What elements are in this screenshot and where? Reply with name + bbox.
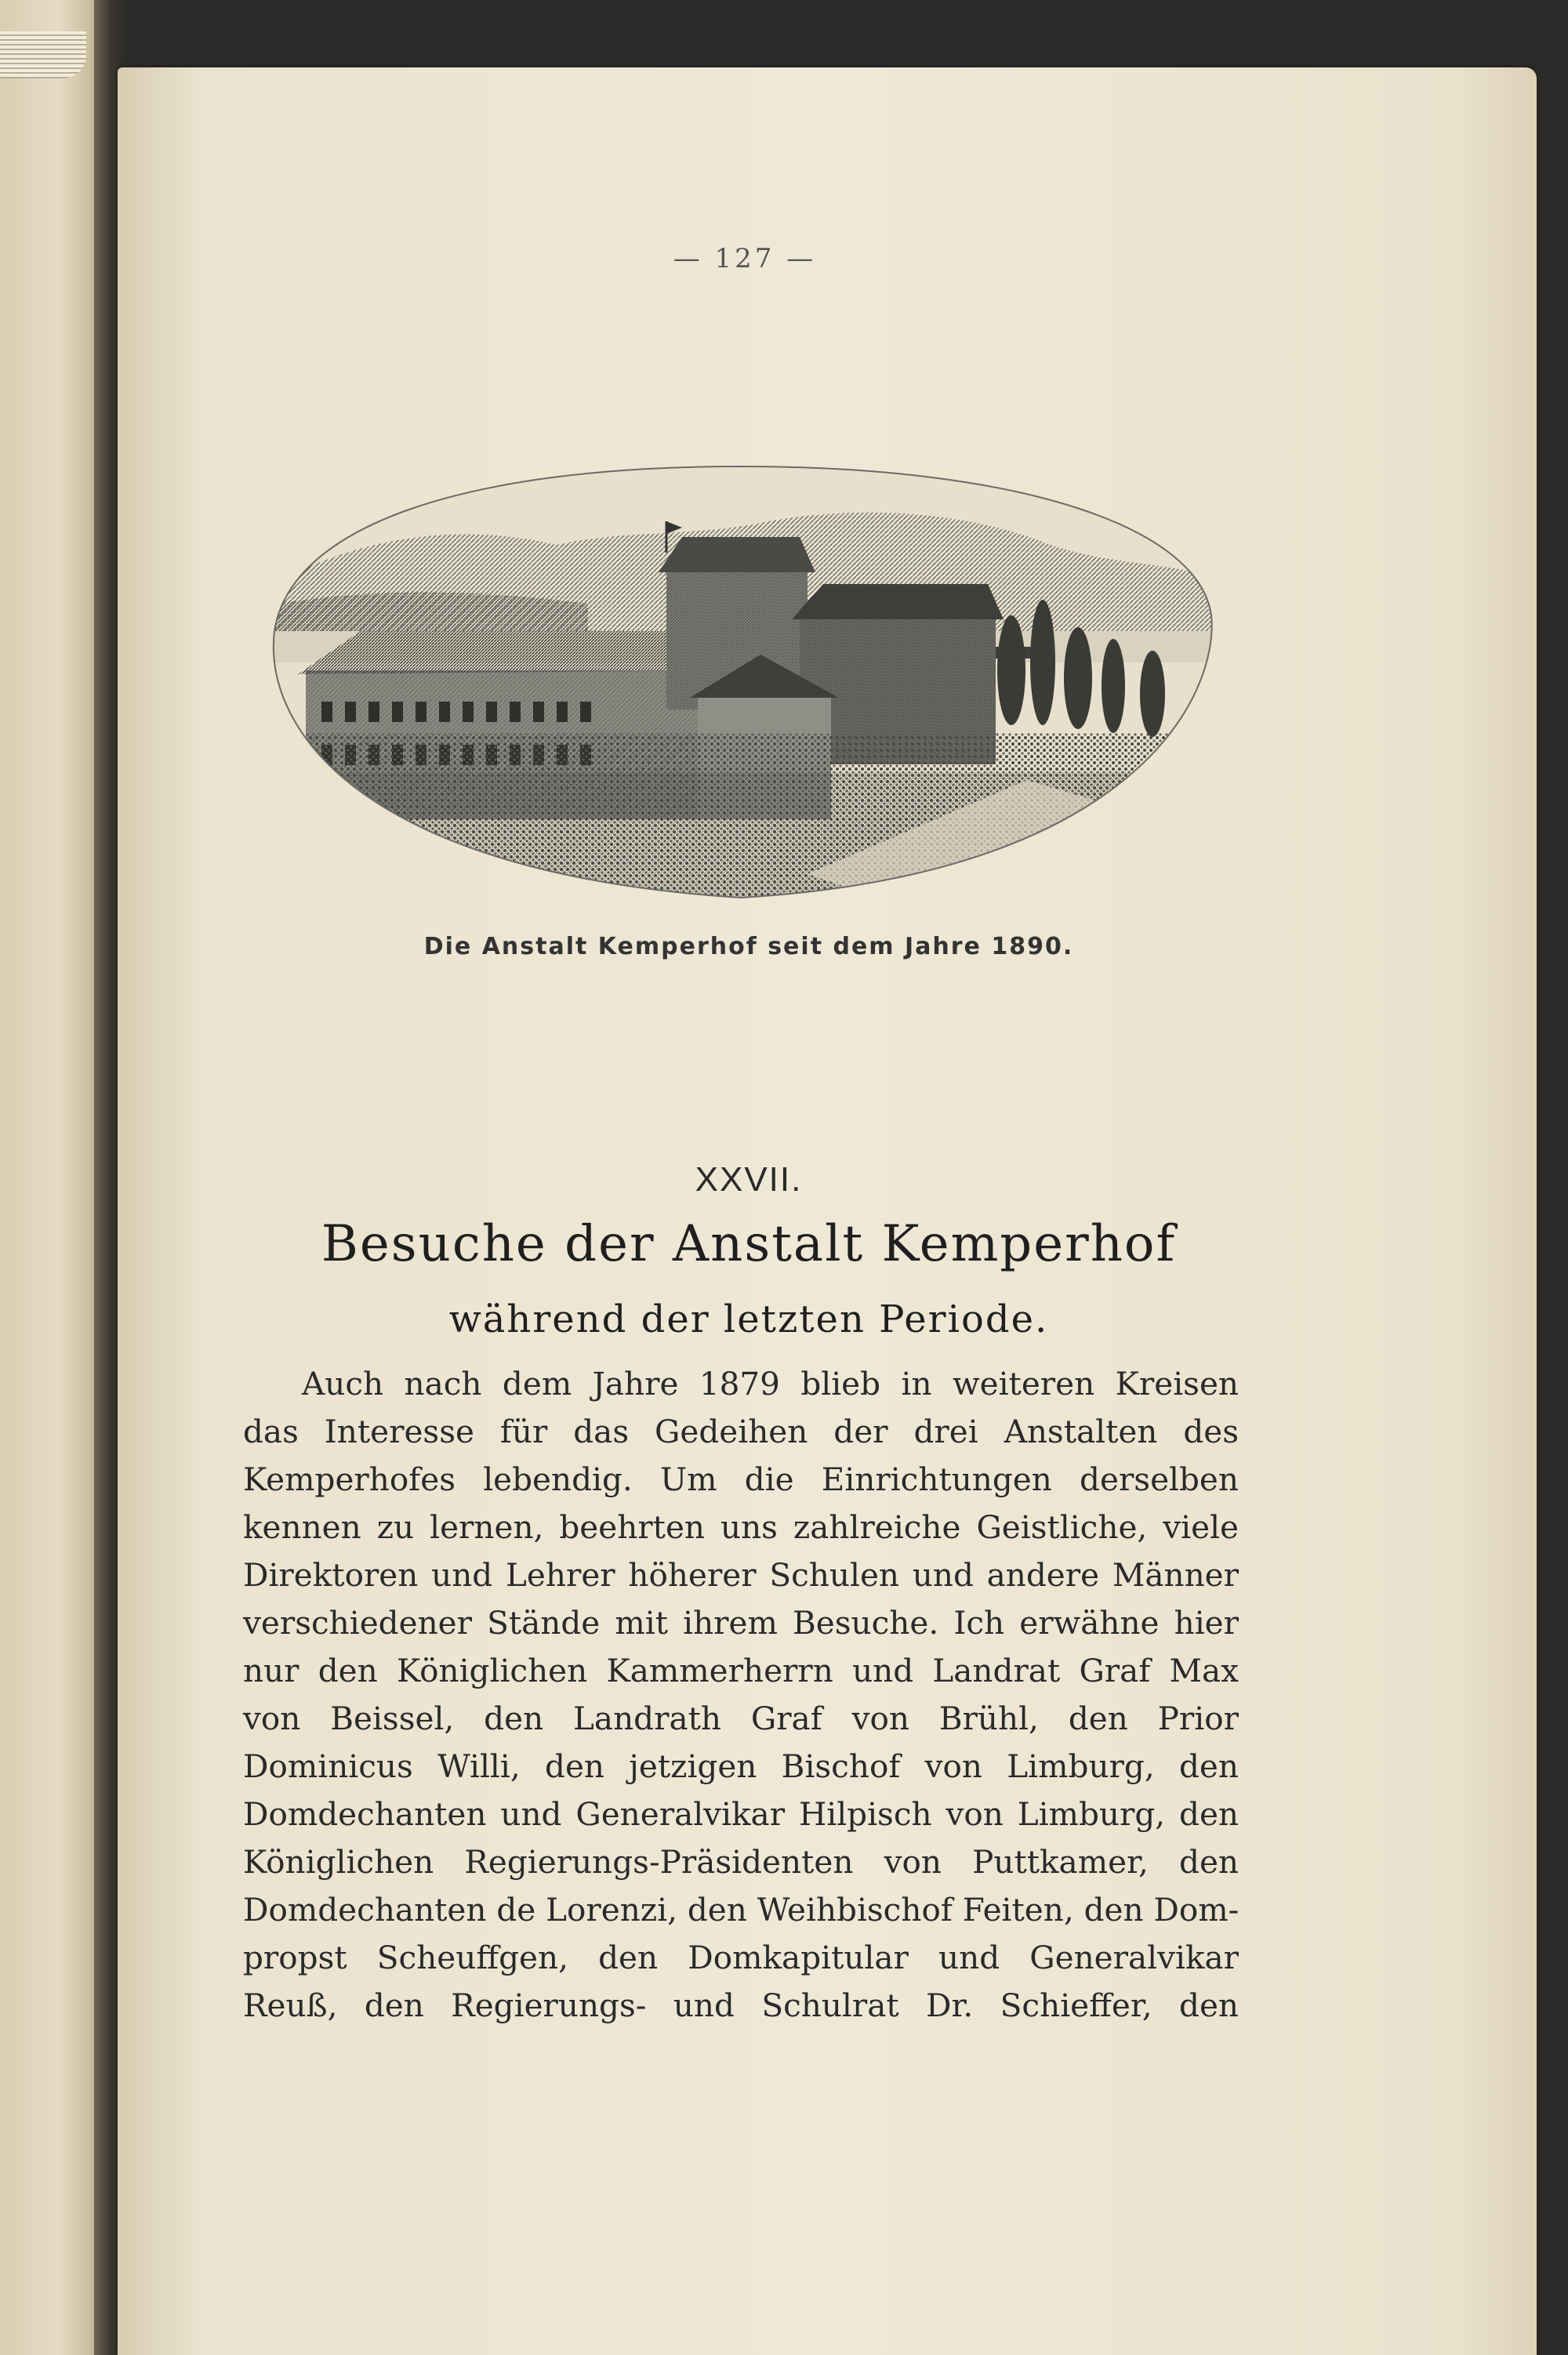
- text-line: nur den Königlichen Kammerherrn und Landrat Graf Max: [243, 1652, 1239, 1689]
- text-line: Auch nach dem Jahre 1879 blieb in weiteren Kreisen: [302, 1365, 1239, 1402]
- text-line: Reuß, den Regierungs- und Schulrat Dr. Schieffer, den: [243, 1987, 1239, 2024]
- chapter-subtitle: während der letzten Periode.: [448, 1297, 1049, 1341]
- page-number: — 127 —: [673, 243, 817, 274]
- text-line: Domdechanten de Lorenzi, den Weihbischof Feiten, den Dom-: [243, 1891, 1240, 1929]
- text-line: Kemperhofes lebendig. Um die Einrichtungen derselben: [243, 1461, 1239, 1498]
- body-text: [243, 1360, 1239, 2030]
- text-line: das Interesse für das Gedeihen der drei Anstalten des: [243, 1413, 1239, 1450]
- chapter-number: XXVII.: [695, 1160, 803, 1199]
- text-line: von Beissel, den Landrath Graf von Brühl, den Prior: [243, 1700, 1239, 1737]
- text-line: verschiedener Stände mit ihrem Besuche. Ich erwähne hier: [243, 1604, 1239, 1642]
- text-line: Königlichen Regierungs-Präsidenten von Puttkamer, den: [243, 1843, 1239, 1881]
- text-line: Direktoren und Lehrer höherer Schulen und andere Männer: [243, 1556, 1239, 1594]
- illustration-caption: Die Anstalt Kemperhof seit dem Jahre 1890.: [423, 933, 1074, 960]
- text-line: kennen zu lernen, beehrten uns zahlreiche Geistliche, viele: [243, 1508, 1239, 1546]
- engraving-landscape-icon: [259, 435, 1223, 905]
- page-stack: [0, 31, 86, 78]
- chapter-title: Besuche der Anstalt Kemperhof: [321, 1215, 1177, 1273]
- text-line: Domdechanten und Generalvikar Hilpisch von Limburg, den: [243, 1795, 1239, 1833]
- text-line: propst Scheuffgen, den Domkapitular und Generalvikar: [243, 1939, 1239, 1976]
- text-line: Dominicus Willi, den jetzigen Bischof von Limburg, den: [243, 1747, 1239, 1785]
